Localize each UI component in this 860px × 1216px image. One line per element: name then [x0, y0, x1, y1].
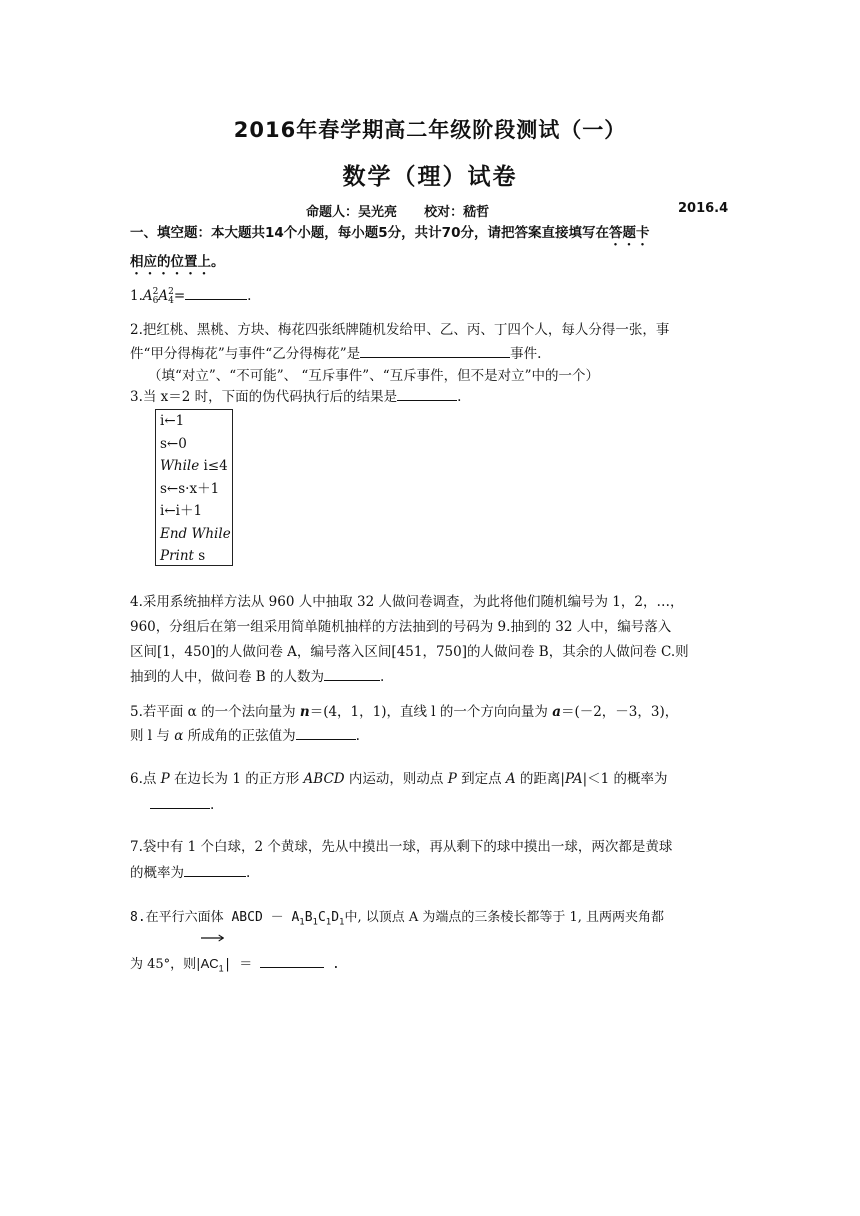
q1-sub1: 6	[152, 295, 159, 306]
question-7	[130, 834, 735, 886]
q6-end: .	[210, 797, 215, 813]
q6-text-b: 在边长为 1 的正方形	[169, 771, 304, 787]
q5-text-b: ＝(4，1，1)，直线 l 的一个方向向量为	[309, 704, 553, 720]
question-8	[130, 905, 735, 988]
exam-subtitle: 数学（理）试卷	[342, 164, 518, 190]
q5-answer-blank[interactable]	[296, 724, 356, 740]
code-keyword: While	[160, 458, 200, 474]
q2-line2	[130, 342, 735, 366]
q6-point-a: A	[505, 771, 516, 787]
q6-text-f: |＜1 的概率为	[582, 771, 668, 787]
q5-text-c: ＝(－2，－3，3)，	[560, 704, 679, 720]
exam-title: 2016年春学期高二年级阶段测试（一）	[233, 118, 627, 142]
q1-eq: =	[173, 288, 186, 304]
q1-a1: A	[142, 288, 153, 304]
q7-line1: 7.袋中有 1 个白球，2 个黄球，先从中摸出一球，再从剩下的球中摸出一球，两次都是黄球	[130, 839, 673, 855]
q2-line2-a: 件“甲分得梅花”与事件“乙分得梅花”是	[130, 346, 361, 362]
q1-end: .	[247, 288, 252, 304]
section-dotted-2: 相应的位置上	[130, 254, 211, 270]
q5-line2	[130, 724, 735, 748]
q8-vector-ac1	[201, 944, 224, 989]
q6-point-p2: P	[447, 771, 457, 787]
q5-vector-a: a	[552, 704, 561, 720]
q2-line1: 2.把红桃、黑桃、方块、梅花四张纸牌随机发给甲、乙、丙、丁四个人，每人分得一张，事	[130, 322, 670, 338]
q7-line2	[130, 860, 735, 886]
q6-text-e: 的距离|	[515, 771, 565, 787]
code-line	[160, 455, 232, 478]
q5-text-e: 所成角的正弦值为	[183, 728, 296, 744]
author-label: 命题人：吴光亮	[306, 205, 398, 220]
q1-answer-blank[interactable]	[185, 284, 247, 300]
q6-point-p: P	[160, 771, 170, 787]
q5-vector-n: n	[299, 704, 310, 720]
question-1	[130, 284, 735, 308]
q5-end: .	[355, 728, 360, 744]
q6-line1	[130, 766, 735, 792]
q4-line4-a: 抽到的人中，做问卷 B 的人数为	[130, 669, 325, 685]
q3-text: 3.当 x＝2 时，下面的伪代码执行后的结果是	[130, 389, 398, 405]
author-info	[306, 201, 489, 220]
code-line: i←1	[160, 413, 185, 429]
code-line	[160, 545, 232, 568]
q8-vec-sub: 1	[218, 963, 224, 974]
q8-line2	[130, 944, 735, 989]
vector-arrow-icon	[201, 934, 224, 942]
q1-sup2: 2	[168, 286, 174, 297]
q5-text-d: 则 l 与	[130, 728, 175, 744]
q4-answer-blank[interactable]	[324, 665, 380, 681]
section-text: 一、填空题：本大题共14个小题，每小题5分，共计70分，请把答案直接填写在	[130, 225, 609, 241]
q8-end: .	[324, 956, 340, 972]
q7-text-a: 的概率为	[130, 865, 184, 881]
section-end: 。	[211, 254, 225, 270]
q5-line1	[130, 700, 735, 724]
q8-d: D	[331, 910, 340, 925]
q6-text-d: 到定点	[456, 771, 506, 787]
code-line: s←0	[160, 435, 187, 452]
q8-answer-blank[interactable]	[260, 952, 324, 968]
q6-text-c: 内运动，则动点	[344, 771, 448, 787]
q6-text-a: 6.点	[130, 771, 161, 787]
code-cond: i≤4	[199, 458, 228, 474]
q8-vec-text: AC	[200, 955, 219, 971]
q8-sub4: 1	[339, 917, 345, 928]
q5-alpha: α	[174, 728, 184, 744]
q4-line4	[130, 665, 735, 690]
question-3	[130, 385, 735, 409]
q1-sup1: 2	[152, 286, 159, 297]
q4-line3: 区间[1，450]的人做问卷 A，编号落入区间[451，750]的人做问卷 B，其余的人做问卷 C.则	[130, 644, 689, 660]
q4-line2: 960，分组后在第一组采用简单随机抽样的方法抽到的号码为 9.抽到的 32 人中，编号落入	[130, 619, 672, 635]
section-dotted-1: 答题卡	[608, 225, 650, 241]
q1-a2: A	[158, 288, 169, 304]
question-5	[130, 700, 735, 748]
q8-sub3: 1	[325, 917, 332, 928]
q7-answer-blank[interactable]	[184, 861, 246, 877]
q5-text-a: 5.若平面 α 的一个法向量为	[130, 704, 300, 720]
q1-sub2: 4	[168, 295, 174, 306]
code-line: s←s·x＋1	[160, 480, 220, 497]
code-keyword: Print	[160, 548, 194, 564]
q8-line1	[130, 905, 735, 936]
q6-square: ABCD	[303, 771, 345, 787]
q1-num: 1.	[130, 288, 143, 304]
q8-sub2: 1	[312, 917, 318, 928]
q6-answer-blank[interactable]	[150, 793, 210, 809]
q2-line2-b: 事件.	[510, 346, 542, 362]
q8-sub1: 1	[299, 917, 305, 928]
q8-text-b: 中, 以顶点 A 为端点的三条棱长都等于 1, 且两两夹角都	[344, 910, 665, 925]
q6-segment-pa: PA	[564, 771, 583, 787]
q3-end: .	[457, 389, 462, 405]
q2-line3: （填“对立”、“不可能”、 “互斥事件”、“互斥事件，但不是对立”中的一个）	[148, 368, 600, 384]
q8-b: B	[304, 910, 313, 925]
question-4	[130, 590, 735, 690]
q3-answer-blank[interactable]	[397, 385, 457, 401]
pseudocode-box	[155, 409, 233, 566]
q4-end: .	[380, 669, 385, 685]
q4-line1: 4.采用系统抽样方法从 960 人中抽取 32 人做问卷调查，为此将他们随机编号为 1，2，…，	[130, 594, 684, 610]
q8-text-d: | ＝	[223, 956, 261, 972]
q8-c: C	[317, 910, 326, 925]
exam-date: 2016.4	[678, 201, 729, 216]
checker-label: 校对：嵇哲	[424, 205, 490, 220]
q8-text-a: 8.在平行六面体 ABCD － A	[130, 910, 300, 925]
q7-end: .	[246, 865, 251, 881]
question-2	[130, 318, 735, 386]
question-6	[130, 766, 735, 818]
code-arg: s	[193, 548, 206, 564]
section-instructions	[130, 220, 735, 278]
code-line: End While	[160, 525, 231, 542]
code-line: i←i＋1	[160, 503, 203, 519]
q2-answer-blank[interactable]	[360, 342, 510, 358]
q8-text-c: 为 45°，则|	[130, 956, 201, 972]
q6-line2	[130, 792, 735, 818]
